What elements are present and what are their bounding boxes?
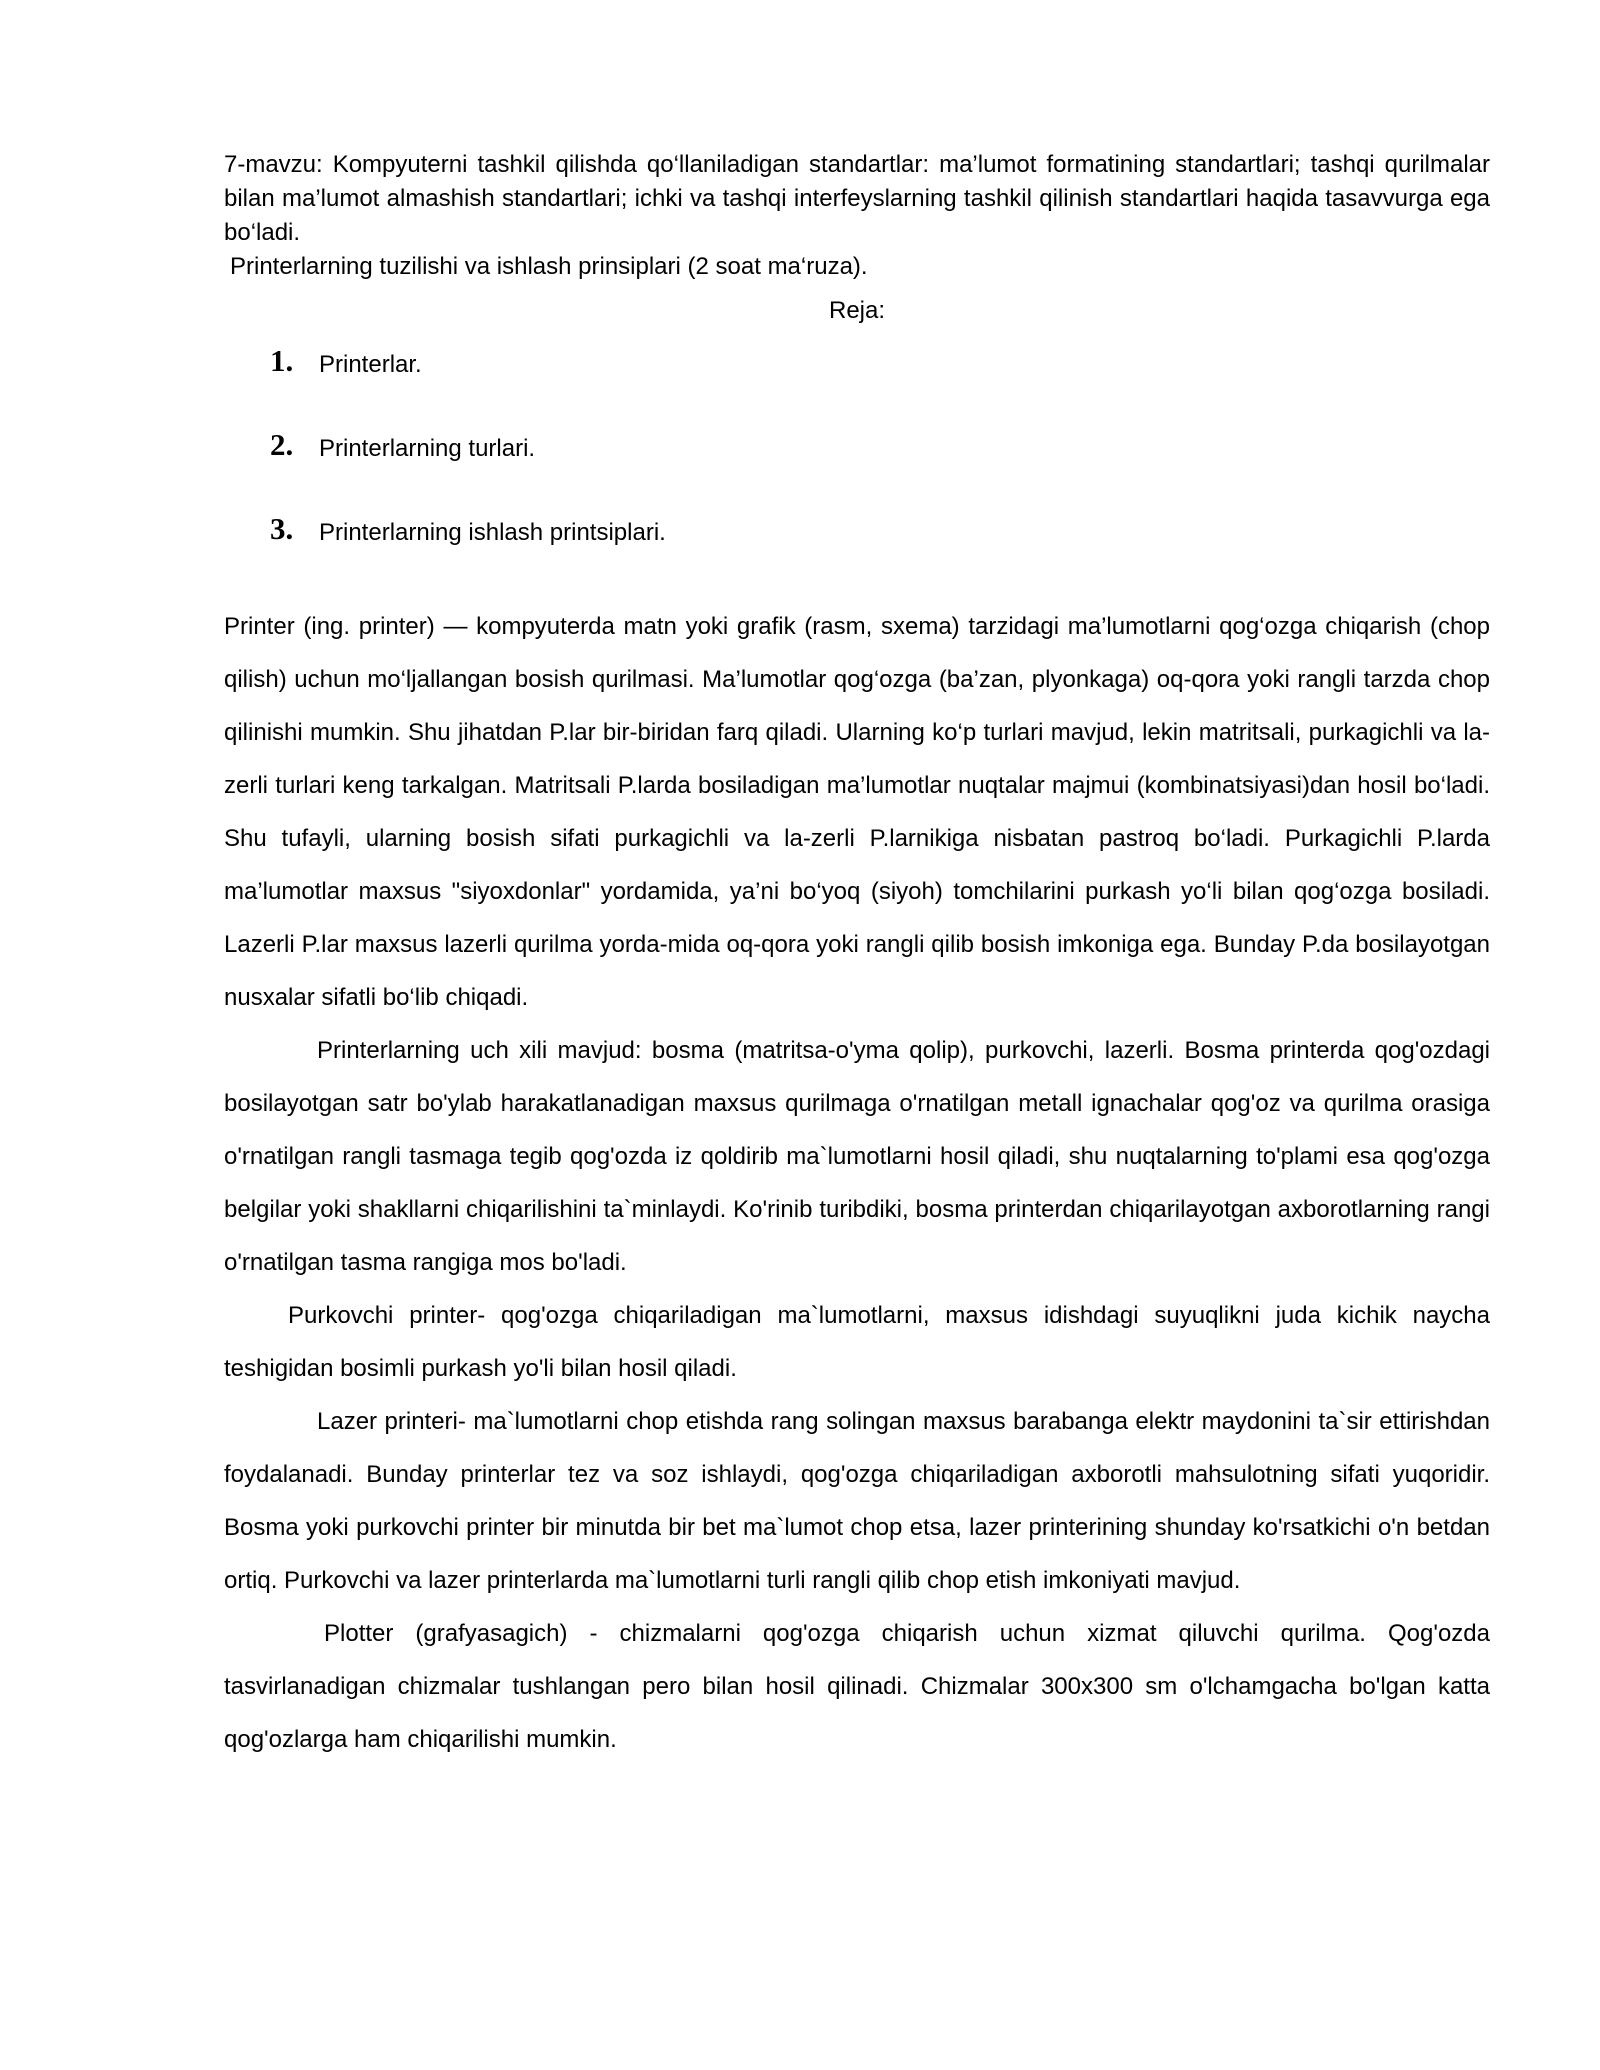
plan-list — [224, 343, 1490, 550]
plan-item-text: Printerlarning ishlash printsiplari. — [319, 519, 666, 546]
plan-title: Reja: — [828, 297, 886, 324]
paragraph-printer-types: Printerlarning uch xili mavjud: bosma (matritsa-o'yma qolip), purkovchi, lazerli. Bosma printerda qog'ozdagi bosilayotgan satr bo'ylab harakatlanadigan maxsus qurilmaga o'rnatilgan metall ignachalar qog'oz va qurilma orasiga o'rnatilgan rangli tasmaga tegib qog'ozda iz qoldirib ma`lumotlarni hosil qiladi, shu nuqtalarning to'plami esa qog'ozga belgilar yoki shakllarni chiqarilishini ta`minlaydi. Ko'rinib turibdiki, bosma printerdan chiqarilayotgan axborotlarning rangi o'rnatilgan tasma rangiga mos bo'ladi. — [224, 1037, 1490, 1276]
plan-item-number: 1. — [270, 343, 294, 378]
paragraph-inkjet-printer: Purkovchi printer- qog'ozga chiqariladigan ma`lumotlarni, maxsus idishdagi suyuqlikni juda kichik naycha teshigidan bosimli purkash yo'li bilan hosil qiladi. — [224, 1302, 1490, 1382]
plan-item-number: 3. — [270, 511, 294, 546]
plan-item-text: Printerlar. — [319, 351, 422, 378]
plan-item-text: Printerlarning turlari. — [319, 435, 536, 462]
paragraph-laser-printer: Lazer printeri- ma`lumotlarni chop etishda rang solingan maxsus barabanga elektr maydonini ta`sir ettirishdan foydalanadi. Bunday printerlar tez va soz ishlaydi, qog'ozga chiqariladigan axborotli mahsulotning sifati yuqoridir. Bosma yoki purkovchi printer bir minutda bir bet ma`lumot chop etsa, lazer printerining shunday ko'rsatkichi o'n betdan ortiq. Purkovchi va lazer printerlarda ma`lumotlarni turli rangli qilib chop etish imkoniyati mavjud. — [224, 1408, 1490, 1594]
lecture-subtitle: Printerlarning tuzilishi va ishlash prinsiplari (2 soat ma‘ruza). — [230, 253, 868, 280]
plan-item-number: 2. — [270, 427, 294, 462]
document-page — [224, 148, 1490, 1766]
paragraph-printer-definition: Printer (ing. printer) — kompyuterda matn yoki grafik (rasm, sxema) tarzidagi ma’lumotlarni qog‘ozga chiqarish (chop qilish) uchun mo‘ljallangan bosish qurilmasi. Ma’lumotlar qog‘ozga (ba’zan, plyonkaga) oq-qora yoki rangli tarzda chop qilinishi mumkin. Shu jihatdan P.lar bir-biridan farq qiladi. Ularning ko‘p turlari mavjud, lekin matritsali, purkagichli va la-zerli turlari keng tarkalgan. Matritsali P.larda bosiladigan ma’lumotlar nuqtalar majmui (kombinatsiyasi)dan hosil bo‘ladi. Shu tufayli, ularning bosish sifati purkagichli va la-zerli P.larnikiga nisbatan pastroq bo‘ladi. Purkagichli P.larda ma’lumotlar maxsus "siyoxdonlar" yordamida, ya’ni bo‘yoq (siyoh) tomchilarini purkash yo‘li bilan qog‘ozga bosiladi. Lazerli P.lar maxsus lazerli qurilma yorda-mida oq-qora yoki rangli qilib bosish imkoniga ega. Bunday P.da bosilayotgan nusxalar sifatli bo‘lib chiqadi. — [224, 613, 1490, 1011]
paragraph-plotter: Plotter (grafyasagich) - chizmalarni qog'ozga chiqarish uchun xizmat qiluvchi qurilma. Qog'ozda tasvirlanadigan chizmalar tushlangan pero bilan hosil qilinadi. Chizmalar 300x300 sm o'lchamgacha bo'lgan katta qog'ozlarga ham chiqarilishi mumkin. — [224, 1620, 1490, 1753]
plan-item — [224, 343, 1490, 382]
topic-intro: 7-mavzu: Kompyuterni tashkil qilishda qo‘llaniladigan standartlar: ma’lumot formatining standartlari; tashqi qurilmalar bilan ma’lumot almashish standartlari; ichki va tashqi interfeyslarning tashkil qilinish standartlari haqida tasavvurga ega bo‘ladi. — [224, 151, 1490, 246]
plan-item — [224, 511, 1490, 550]
plan-item — [224, 427, 1490, 466]
